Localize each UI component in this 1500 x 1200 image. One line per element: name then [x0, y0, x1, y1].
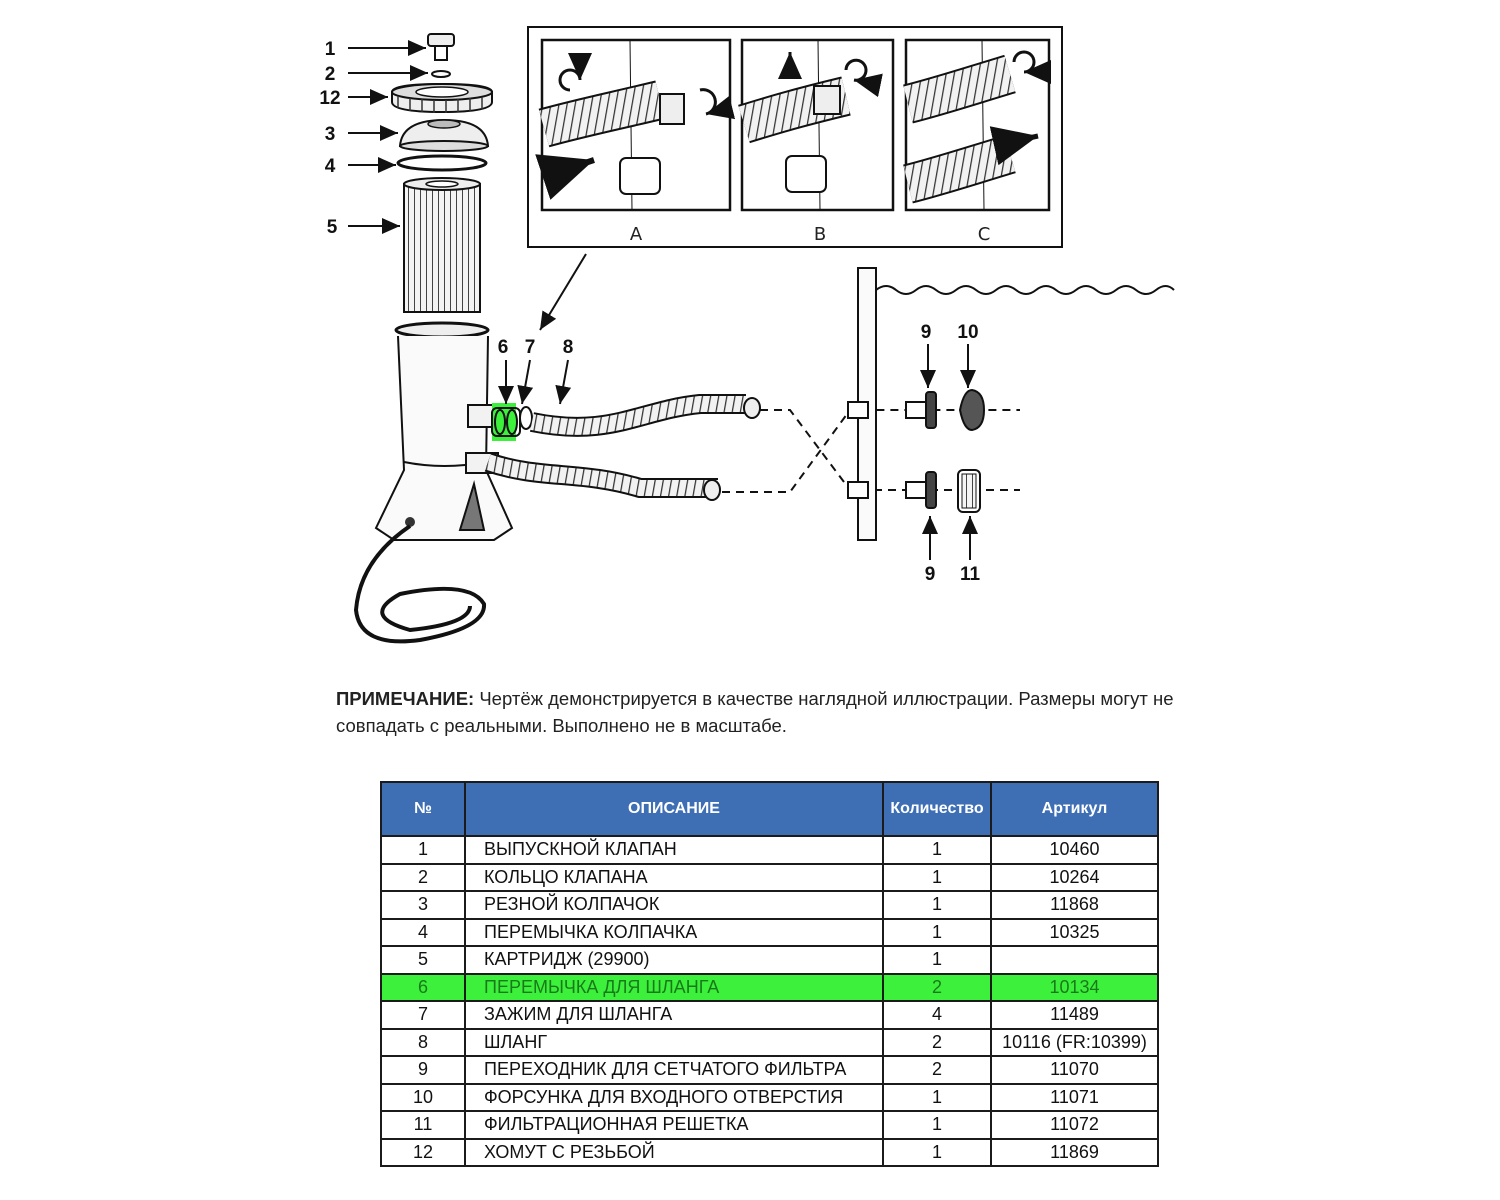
cell-sku: 11489	[991, 1001, 1158, 1029]
cell-number: 6	[381, 974, 465, 1002]
filter-cap-part	[400, 120, 488, 151]
cell-quantity: 2	[883, 1056, 991, 1084]
cell-description: ПЕРЕХОДНИК ДЛЯ СЕТЧАТОГО ФИЛЬТРА	[465, 1056, 883, 1084]
release-valve-part	[428, 34, 454, 60]
table-row	[381, 1111, 1158, 1139]
parts-table	[380, 781, 1159, 1167]
callout-12: 12	[319, 88, 341, 109]
table-row	[381, 919, 1158, 947]
cell-number: 7	[381, 1001, 465, 1029]
cell-sku	[991, 946, 1158, 974]
cell-quantity: 1	[883, 919, 991, 947]
cell-description: ПЕРЕМЫЧКА КОЛПАЧКА	[465, 919, 883, 947]
cell-description: ВЫПУСКНОЙ КЛАПАН	[465, 836, 883, 864]
note-paragraph	[336, 685, 1236, 739]
table-row	[381, 1056, 1158, 1084]
panel-label-b: B	[813, 224, 827, 245]
cell-sku: 11070	[991, 1056, 1158, 1084]
cell-sku: 10116 (FR:10399)	[991, 1029, 1158, 1057]
note-label: ПРИМЕЧАНИЕ:	[336, 688, 475, 709]
cell-number: 1	[381, 836, 465, 864]
cell-number: 2	[381, 864, 465, 892]
cell-description: ЗАЖИМ ДЛЯ ШЛАНГА	[465, 1001, 883, 1029]
callout-8: 8	[562, 337, 574, 358]
cell-number: 12	[381, 1139, 465, 1167]
callout-6: 6	[497, 337, 509, 358]
cell-quantity: 1	[883, 1084, 991, 1112]
cell-quantity: 2	[883, 1029, 991, 1057]
cell-number: 11	[381, 1111, 465, 1139]
table-row	[381, 946, 1158, 974]
callout-10: 10	[957, 322, 979, 343]
cell-quantity: 1	[883, 1111, 991, 1139]
cell-quantity: 2	[883, 974, 991, 1002]
cell-number: 5	[381, 946, 465, 974]
table-row	[381, 1029, 1158, 1057]
cell-sku: 10134	[991, 974, 1158, 1002]
cell-description: ХОМУТ С РЕЗЬБОЙ	[465, 1139, 883, 1167]
table-row	[381, 891, 1158, 919]
cell-quantity: 1	[883, 1139, 991, 1167]
cell-sku: 11869	[991, 1139, 1158, 1167]
cell-quantity: 4	[883, 1001, 991, 1029]
callout-4: 4	[324, 156, 336, 177]
cell-number: 10	[381, 1084, 465, 1112]
inlet-nozzle-part	[960, 390, 984, 430]
cell-description: КОЛЬЦО КЛАПАНА	[465, 864, 883, 892]
table-row	[381, 1139, 1158, 1167]
cell-description: ШЛАНГ	[465, 1029, 883, 1057]
cell-quantity: 1	[883, 864, 991, 892]
panel-label-c: C	[977, 224, 991, 245]
cell-sku: 11071	[991, 1084, 1158, 1112]
pool-wall	[848, 268, 1174, 540]
header-number: №	[381, 782, 465, 836]
callout-2: 2	[324, 64, 336, 85]
hose-clamp-part	[520, 407, 532, 429]
cell-description: ФОРСУНКА ДЛЯ ВХОДНОГО ОТВЕРСТИЯ	[465, 1084, 883, 1112]
filter-cartridge-part	[404, 178, 480, 312]
cell-quantity: 1	[883, 946, 991, 974]
cell-sku: 10264	[991, 864, 1158, 892]
callout-5: 5	[326, 217, 338, 238]
table-row	[381, 1084, 1158, 1112]
cell-sku: 10460	[991, 836, 1158, 864]
strainer-connector-lower	[906, 472, 936, 508]
callout-9-upper: 9	[920, 322, 932, 343]
inset-pointer	[540, 254, 586, 330]
cell-number: 9	[381, 1056, 465, 1084]
header-description: ОПИСАНИЕ	[465, 782, 883, 836]
cell-sku: 11868	[991, 891, 1158, 919]
callout-1: 1	[324, 39, 336, 60]
strainer-connector-upper	[906, 392, 936, 428]
cell-quantity: 1	[883, 891, 991, 919]
cell-number: 4	[381, 919, 465, 947]
table-row	[381, 974, 1158, 1002]
callout-3: 3	[324, 124, 336, 145]
note-text: Чертёж демонстрируется в качестве наглядной иллюстрации. Размеры могут не совпадать с реальными. Выполнено не в масштабе.	[336, 688, 1174, 736]
table-header-row	[381, 782, 1158, 836]
cell-description: ПЕРЕМЫЧКА ДЛЯ ШЛАНГА	[465, 974, 883, 1002]
callout-7: 7	[524, 337, 536, 358]
power-cord	[356, 526, 484, 641]
panel-label-a: A	[629, 224, 643, 245]
header-sku: Артикул	[991, 782, 1158, 836]
table-row	[381, 1001, 1158, 1029]
header-quantity: Количество	[883, 782, 991, 836]
table-row	[381, 864, 1158, 892]
strainer-grid-part	[958, 470, 980, 512]
cell-number: 3	[381, 891, 465, 919]
cell-description: КАРТРИДЖ (29900)	[465, 946, 883, 974]
cell-number: 8	[381, 1029, 465, 1057]
callout-9-lower: 9	[924, 564, 936, 585]
installation-steps-inset	[528, 27, 1062, 247]
threaded-collar-part	[392, 84, 492, 113]
valve-o-ring-part	[432, 71, 450, 77]
cell-quantity: 1	[883, 836, 991, 864]
cell-description: ФИЛЬТРАЦИОННАЯ РЕШЕТКА	[465, 1111, 883, 1139]
cell-sku: 10325	[991, 919, 1158, 947]
cell-sku: 11072	[991, 1111, 1158, 1139]
cap-o-ring-part	[398, 156, 486, 170]
cell-description: РЕЗНОЙ КОЛПАЧОК	[465, 891, 883, 919]
parts-table-body	[381, 836, 1158, 1166]
callout-11: 11	[959, 564, 981, 585]
table-row	[381, 836, 1158, 864]
